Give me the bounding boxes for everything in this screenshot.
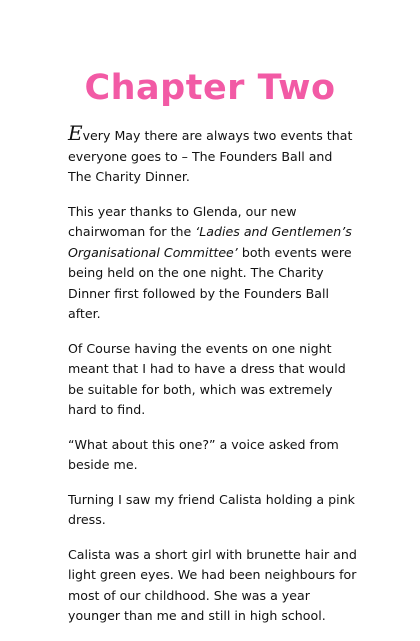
paragraph-2-before: This year thanks to Glenda, our new chairwoman for the (68, 203, 297, 239)
paragraph-3: Of Course having the events on one night meant that I had to have a dress that would be suitable for both, which was extremely hard to find. (68, 340, 346, 417)
paragraph-4: “What about this one?” a voice asked from beside me. (68, 436, 339, 472)
drop-cap: E (68, 121, 83, 145)
paragraph-2-after: both events were being held on the one night. The Charity Dinner first followed by the Founders Ball after. (68, 244, 352, 321)
chapter-title: Chapter Two (84, 68, 336, 108)
committee-name: ‘Ladies and Gentlemen’s Organisational Committee’ (68, 224, 352, 260)
paragraph-2 (68, 202, 358, 325)
paragraph-5: Turning I saw my friend Calista holding a pink dress. (68, 491, 355, 527)
paragraph-6: Calista was a short girl with brunette hair and light green eyes. We had been neighbours for most of our childhood. She was a year younger than me and still in high school. (68, 546, 357, 623)
paragraph-1 (68, 121, 358, 188)
paragraph-1-text: very May there are always two events that everyone goes to – The Founders Ball and The Charity Dinner. (68, 128, 353, 184)
chapter-body (68, 121, 358, 641)
